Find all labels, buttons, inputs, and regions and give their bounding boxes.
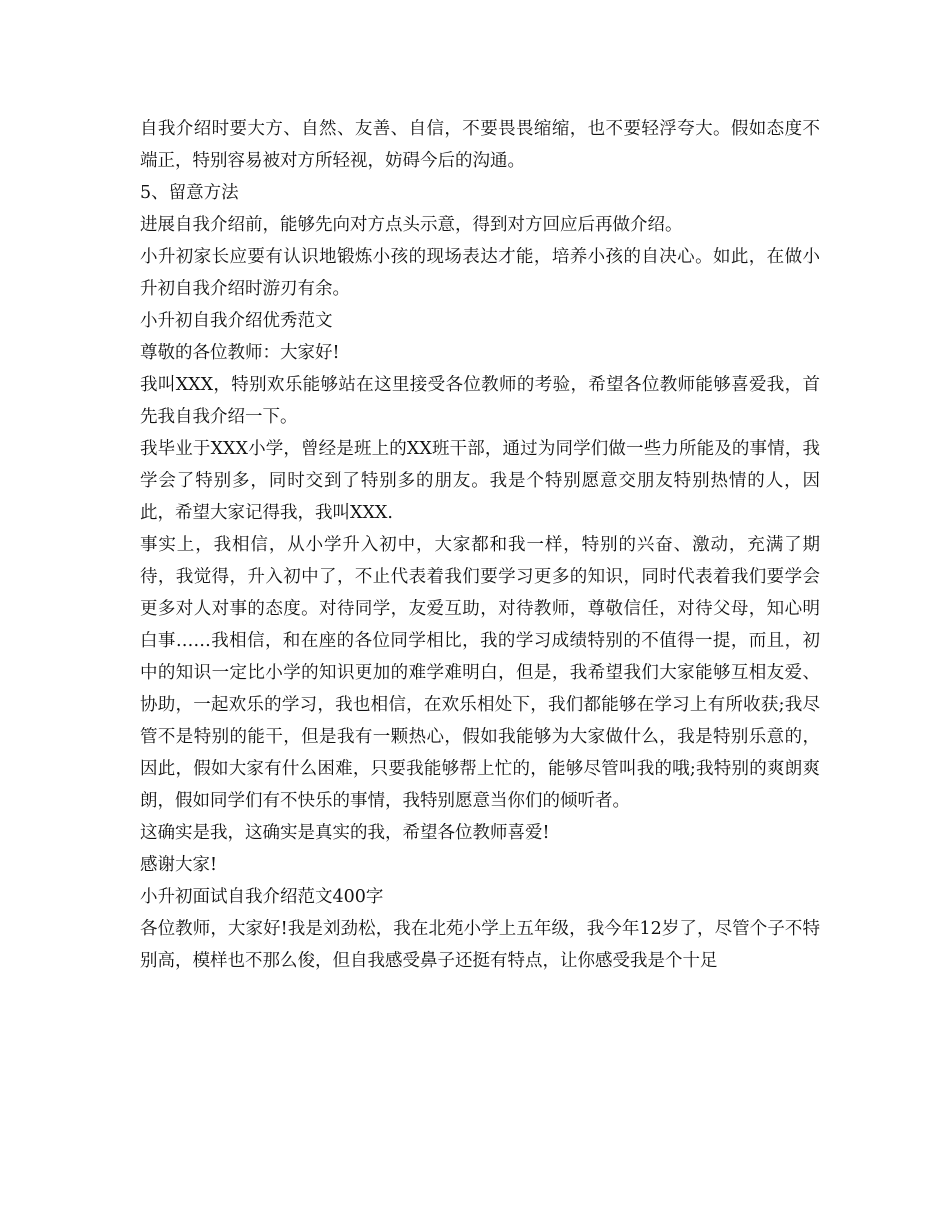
paragraph-thanks: 感谢大家! — [140, 855, 218, 875]
section-heading-sample-essay: 小升初自我介绍优秀范文 — [140, 311, 333, 331]
document-body — [140, 113, 820, 977]
paragraph-attitude: 自我介绍时要大方、自然、友善、自信，不要畏畏缩缩，也不要轻浮夸大。假如态度不端正，特别容易被对方所轻视，妨碍今后的沟通。 — [140, 119, 820, 171]
section-heading-method: 5、留意方法 — [140, 183, 239, 203]
paragraph-method: 进展自我介绍前，能够先向对方点头示意，得到对方回应后再做介绍。 — [140, 215, 683, 235]
paragraph-parents: 小升初家长应要有认识地锻炼小孩的现场表达才能，培养小孩的自决心。如此，在做小升初自我介绍时游刃有余。 — [140, 247, 820, 299]
paragraph-second-essay: 各位教师，大家好!我是刘劲松，我在北苑小学上五年级，我今年12岁了，尽管个子不特别高，模样也不那么俊，但自我感受鼻子还挺有特点，让你感受我是个十足 — [140, 919, 820, 971]
paragraph-school: 我毕业于XXX小学，曾经是班上的XX班干部，通过为同学们做一些力所能及的事情，我学会了特别多，同时交到了特别多的朋友。我是个特别愿意交朋友特别热情的人，因此，希望大家记得我，我叫XXX. — [140, 439, 820, 523]
paragraph-main-body: 事实上，我相信，从小学升入初中，大家都和我一样，特别的兴奋、激动，充满了期待，我觉得，升入初中了，不止代表着我们要学习更多的知识，同时代表着我们要学会更多对人对事的态度。对待同学，友爱互助，对待教师，尊敬信任，对待父母，知心明白事……我相信，和在座的各位同学相比，我的学习成绩特别的不值得一提，而且，初中的知识一定比小学的知识更加的难学难明白，但是，我希望我们大家能够互相友爱、协助，一起欢乐的学习，我也相信，在欢乐相处下，我们都能够在学习上有所收获;我尽管不是特别的能干，但是我有一颗热心，假如我能够为大家做什么，我是特别乐意的，因此，假如大家有什么困难，只要我能够帮上忙的，能够尽管叫我的哦;我特别的爽朗爽朗，假如同学们有不快乐的事情，我特别愿意当你们的倾听者。 — [140, 535, 820, 811]
section-heading-400-words: 小升初面试自我介绍范文400字 — [140, 887, 384, 907]
paragraph-greeting: 尊敬的各位教师：大家好! — [140, 343, 340, 363]
paragraph-closing: 这确实是我，这确实是真实的我，希望各位教师喜爱! — [140, 823, 550, 843]
paragraph-intro: 我叫XXX，特别欢乐能够站在这里接受各位教师的考验，希望各位教师能够喜爱我，首先我自我介绍一下。 — [140, 375, 820, 427]
